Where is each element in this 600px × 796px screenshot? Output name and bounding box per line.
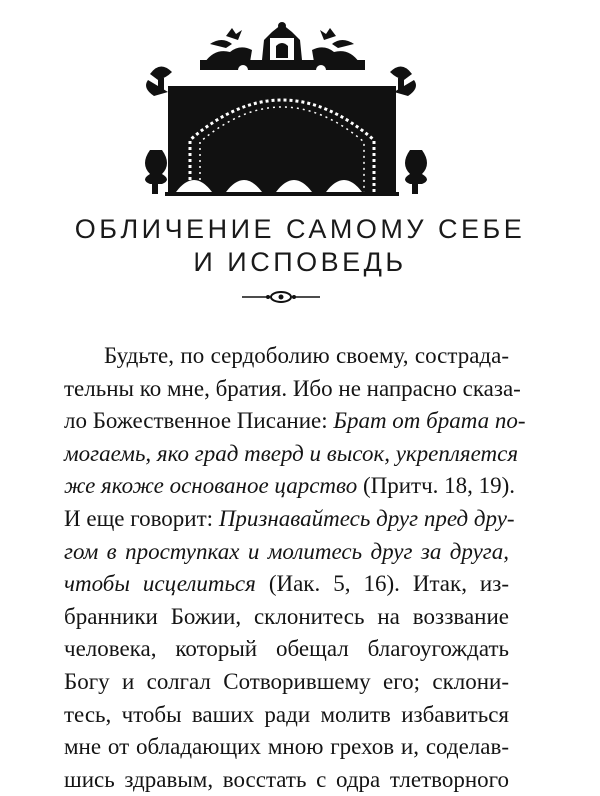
text-line [64, 373, 521, 406]
header-ornament [0, 0, 600, 205]
body-text [64, 340, 526, 796]
text-line [64, 470, 516, 503]
chapter-title-line-1: ОБЛИЧЕНИЕ САМОМУ СЕБЕ [74, 214, 526, 244]
text-line [64, 536, 509, 569]
chapter-title-line-2: И ИСПОВЕДЬ [193, 247, 407, 277]
text-line [64, 438, 519, 471]
text-line [64, 340, 509, 373]
decorative-divider [240, 287, 322, 307]
crest-icon [200, 22, 365, 75]
text-line [64, 503, 515, 536]
text-span: шись здравым, восстать с одра тлетворного [64, 766, 509, 792]
italic-quote-span: чтобы исцелиться [64, 571, 256, 597]
text-line [64, 405, 526, 438]
italic-quote-span: могаемь, яко град тверд и высок, укрепляется [64, 440, 519, 466]
text-span: тесь, чтобы ваших ради молитв избавиться [64, 701, 509, 727]
text-span: человека, который обещал благоугождать [64, 636, 509, 662]
tree-right-icon [405, 150, 427, 194]
text-span: бранники Божии, склонитесь на воззвание [64, 603, 509, 629]
text-span: (Иак. 5, 16). Итак, из- [255, 571, 509, 597]
text-line [64, 699, 509, 732]
text-span: И еще говорит: [64, 505, 219, 531]
text-line [64, 764, 509, 796]
text-span: Богу и солгал Сотворившему его; склони- [64, 668, 509, 694]
arcade-block [165, 86, 399, 196]
tree-left-icon [145, 150, 167, 194]
text-line [64, 666, 509, 699]
text-span: ло Божественное Писание: [64, 408, 334, 434]
text-line [64, 731, 509, 764]
text-span: (Притч. 18, 19). [357, 473, 516, 499]
text-line [64, 568, 509, 601]
text-line [64, 601, 509, 634]
italic-quote-span: же якоже основаное царство [64, 473, 358, 499]
text-span: мне от обладающих мною грехов и, соделав- [64, 734, 509, 760]
italic-quote-span: Брат от брата по- [333, 408, 526, 434]
text-span: Будьте, по сердоболию своему, сострада- [104, 343, 509, 368]
italic-quote-span: гом в проступках и молитесь друг за друга, [64, 538, 509, 564]
text-span: тельны ко мне, братия. Ибо не напрасно сказа- [64, 375, 521, 401]
text-line [64, 633, 509, 666]
italic-quote-span: Признавайтесь друг пред дру- [218, 505, 515, 531]
